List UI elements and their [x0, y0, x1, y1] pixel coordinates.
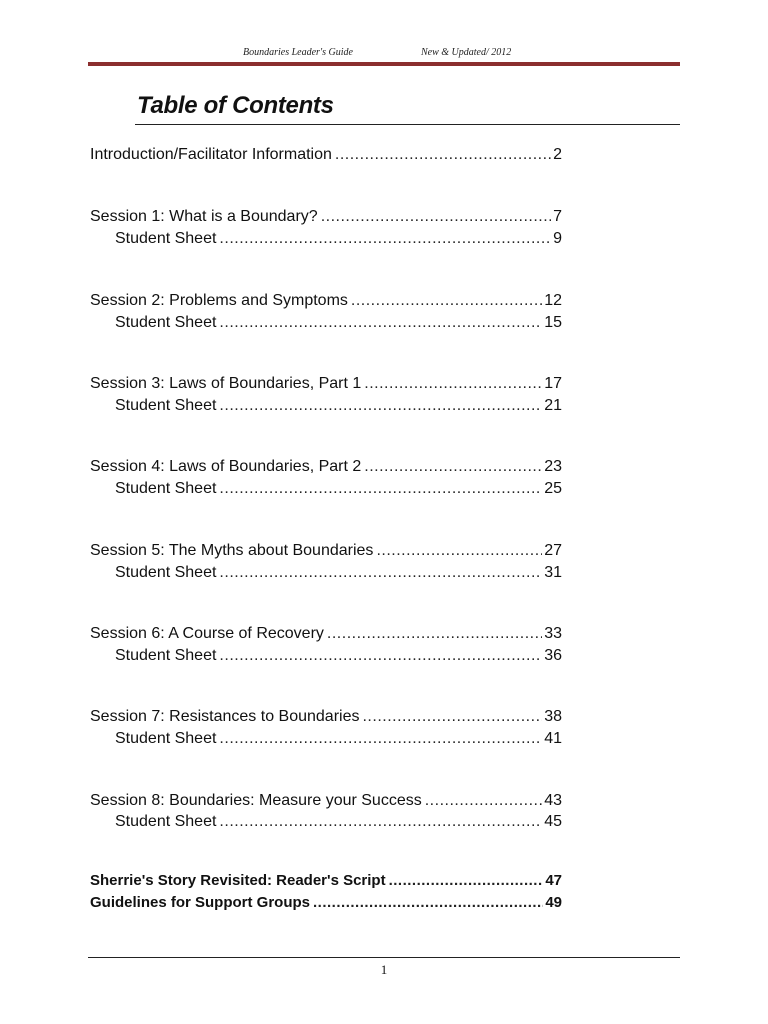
- toc-entry-page: 21: [544, 397, 562, 414]
- toc-dot-leader: [425, 790, 542, 812]
- toc-entry-page: 7: [553, 208, 562, 225]
- toc-entry-label: Session 2: Problems and Symptoms: [90, 292, 348, 309]
- toc-dot-leader: [364, 456, 542, 478]
- toc-entry-label: Student Sheet: [115, 480, 217, 497]
- toc-dot-leader: [219, 395, 542, 417]
- toc-entry-label: Introduction/Facilitator Information: [90, 146, 332, 163]
- toc-entry[interactable]: [115, 395, 562, 417]
- toc-entry[interactable]: [115, 728, 562, 750]
- toc-entry-label: Session 4: Laws of Boundaries, Part 2: [90, 458, 362, 475]
- toc-entry-label: Student Sheet: [115, 813, 217, 830]
- toc-dot-leader: [219, 312, 542, 334]
- toc-entry-label: Session 3: Laws of Boundaries, Part 1: [90, 375, 362, 392]
- toc-entry[interactable]: [90, 623, 562, 645]
- toc-entry-label: Student Sheet: [115, 564, 217, 581]
- toc-entry-page: 33: [544, 625, 562, 642]
- toc-entry[interactable]: [115, 478, 562, 500]
- page-title: Table of Contents: [137, 92, 334, 119]
- header-guide-title: Boundaries Leader's Guide: [243, 47, 353, 58]
- toc-entry[interactable]: [90, 790, 562, 812]
- toc-entry-page: 27: [544, 542, 562, 559]
- running-header: [0, 46, 768, 62]
- toc-entry-page: 43: [544, 792, 562, 809]
- toc-entry-label: Guidelines for Support Groups: [90, 894, 311, 911]
- toc-entry-label: Student Sheet: [115, 730, 217, 747]
- toc-entry-label: Session 1: What is a Boundary?: [90, 208, 318, 225]
- toc-entry-page: 38: [544, 708, 562, 725]
- toc-dot-leader: [219, 645, 542, 667]
- toc-entry-label: Sherrie's Story Revisited: Reader's Script: [90, 872, 386, 889]
- toc-entry-page: 17: [544, 375, 562, 392]
- toc-entry[interactable]: [115, 645, 562, 667]
- toc-entry[interactable]: [115, 228, 562, 250]
- toc-entry[interactable]: [90, 706, 562, 728]
- toc-entry-label: Student Sheet: [115, 314, 217, 331]
- toc-entry[interactable]: [90, 456, 562, 478]
- toc-dot-leader: [313, 892, 543, 914]
- toc-entry-label: Session 6: A Course of Recovery: [90, 625, 324, 642]
- title-underline: [135, 124, 680, 125]
- toc-entry[interactable]: [90, 144, 562, 166]
- toc-dot-leader: [219, 228, 551, 250]
- header-rule: [88, 62, 680, 66]
- toc-entry-page: 9: [553, 230, 562, 247]
- toc-entry[interactable]: [90, 373, 562, 395]
- toc-dot-leader: [327, 623, 542, 645]
- header-edition: New & Updated/ 2012: [421, 47, 512, 58]
- toc-entry-page: 36: [544, 647, 562, 664]
- toc-entry-label: Student Sheet: [115, 647, 217, 664]
- toc-entry-label: Session 8: Boundaries: Measure your Success: [90, 792, 422, 809]
- toc-entry[interactable]: [90, 870, 562, 892]
- toc-entry[interactable]: [115, 562, 562, 584]
- toc-dot-leader: [321, 206, 551, 228]
- toc-entry-page: 49: [545, 894, 562, 911]
- toc-dot-leader: [389, 870, 544, 892]
- toc-entry[interactable]: [115, 811, 562, 833]
- toc-dot-leader: [219, 478, 542, 500]
- toc-entry-page: 2: [553, 146, 562, 163]
- toc-entry-page: 47: [545, 872, 562, 889]
- toc-entry-label: Session 7: Resistances to Boundaries: [90, 708, 360, 725]
- toc-entry[interactable]: [90, 206, 562, 228]
- toc-entry-label: Student Sheet: [115, 397, 217, 414]
- toc-entry[interactable]: [115, 312, 562, 334]
- toc-entry-page: 25: [544, 480, 562, 497]
- toc-entry-page: 41: [544, 730, 562, 747]
- toc-dot-leader: [219, 562, 542, 584]
- toc-dot-leader: [362, 706, 542, 728]
- toc-dot-leader: [219, 728, 542, 750]
- footer-rule: [88, 957, 680, 958]
- toc-dot-leader: [351, 290, 542, 312]
- toc-entry-page: 15: [544, 314, 562, 331]
- toc-dot-leader: [376, 540, 542, 562]
- page-number: 1: [380, 962, 388, 977]
- toc-dot-leader: [335, 144, 551, 166]
- toc-entry-page: 31: [544, 564, 562, 581]
- toc-dot-leader: [219, 811, 542, 833]
- toc-entry-page: 23: [544, 458, 562, 475]
- toc-entry-label: Student Sheet: [115, 230, 217, 247]
- toc-entry-label: Session 5: The Myths about Boundaries: [90, 542, 374, 559]
- toc-dot-leader: [364, 373, 542, 395]
- toc-entry[interactable]: [90, 540, 562, 562]
- toc-entry[interactable]: [90, 290, 562, 312]
- toc-entry[interactable]: [90, 892, 562, 914]
- toc-entry-page: 12: [544, 292, 562, 309]
- toc-entry-page: 45: [544, 813, 562, 830]
